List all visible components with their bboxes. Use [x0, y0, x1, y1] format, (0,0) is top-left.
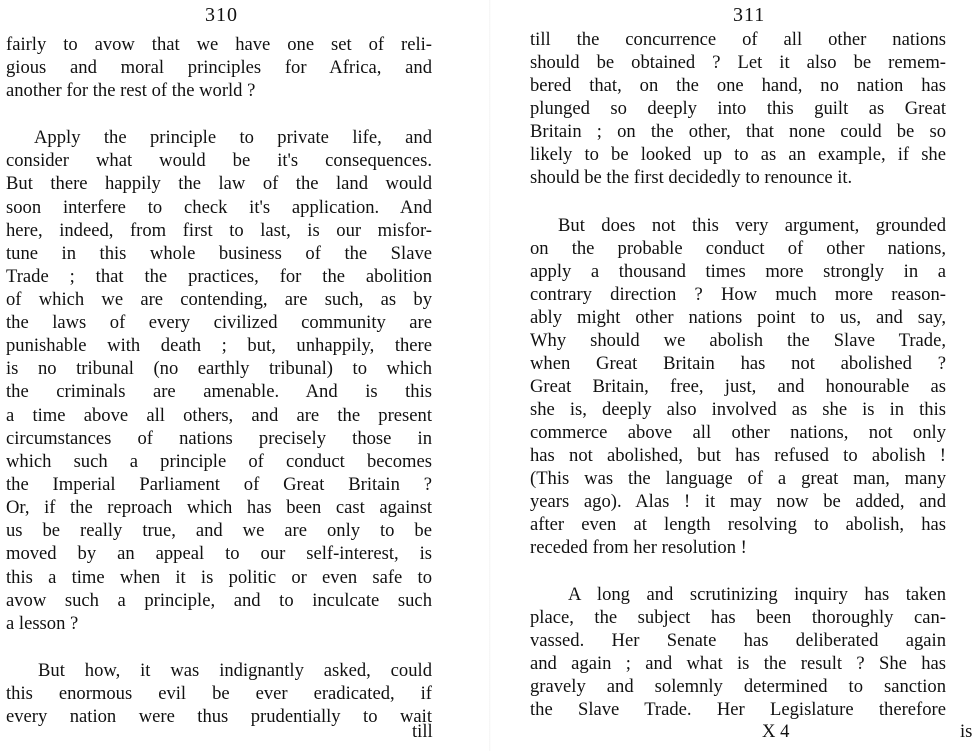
text-line: here, indeed, from first to last, is our misfor- [6, 220, 432, 241]
text-line: the Slave Trade. Her Legislature therefore [530, 699, 946, 720]
text-line: this a time when it is politic or even safe to [6, 567, 432, 588]
text-line: commerce above all other nations, not only [530, 422, 946, 443]
catchword-left: till [412, 721, 433, 742]
page-number-right: 311 [733, 4, 766, 26]
text-line: when Great Britain has not abolished ? [530, 353, 946, 374]
text-line: she is, deeply also involved as she is in this [530, 399, 946, 420]
text-line: Great Britain, free, just, and honourable as [530, 376, 946, 397]
text-line: is no tribunal (no earthly tribunal) to which [6, 358, 432, 379]
text-line: likely to be looked up to as an example, if she [530, 144, 946, 165]
text-line: tune in this whole business of the Slave [6, 243, 432, 264]
text-line: gravely and solemnly determined to sanction [530, 676, 946, 697]
text-line: Or, if the reproach which has been cast against [6, 497, 432, 518]
text-line: place, the subject has been thoroughly can- [530, 607, 946, 628]
text-line: this enormous evil be ever eradicated, if [6, 683, 432, 704]
text-line: another for the rest of the world ? [6, 80, 256, 101]
text-line: vassed. Her Senate has deliberated again [530, 630, 946, 651]
text-line: (This was the language of a great man, many [530, 468, 946, 489]
text-line: years ago). Alas ! it may now be added, and [530, 491, 946, 512]
text-line: a time above all others, and are the present [6, 405, 432, 426]
text-line: bered that, on the one hand, no nation has [530, 75, 946, 96]
text-line: soon interfere to check it's application. And [6, 197, 432, 218]
right-page [490, 0, 980, 751]
text-line: should be obtained ? Let it also be remem- [530, 52, 946, 73]
text-line: and again ; and what is the result ? She has [530, 653, 946, 674]
text-line: which such a principle of conduct becomes [6, 451, 432, 472]
text-line: moved by an appeal to our self-interest, is [6, 543, 432, 564]
text-line: Why should we abolish the Slave Trade, [530, 330, 946, 351]
text-line: punishable with death ; but, unhappily, there [6, 335, 432, 356]
paragraph-first-line: A long and scrutinizing inquiry has taken [568, 584, 946, 605]
text-line: till the concurrence of all other nations [530, 29, 946, 50]
text-line: the criminals are amenable. And is this [6, 381, 432, 402]
text-line: ably might other nations point to us, and say, [530, 307, 946, 328]
page-number-left: 310 [205, 4, 238, 26]
text-line: apply a thousand times more strongly in a [530, 261, 946, 282]
text-line: should be the first decidedly to renounce it. [530, 167, 853, 188]
text-line: after even at length resolving to abolish, has [530, 514, 946, 535]
text-line: plunged so deeply into this guilt as Great [530, 98, 946, 119]
text-line: consider what would be it's consequences. [6, 150, 432, 171]
text-line: contrary direction ? How much more reason- [530, 284, 946, 305]
catchword-right: is [960, 721, 973, 742]
paragraph-first-line: But does not this very argument, grounded [558, 215, 946, 236]
text-line: on the probable conduct of other nations, [530, 238, 946, 259]
text-line: receded from her resolution ! [530, 537, 747, 558]
text-line: avow such a principle, and to inculcate such [6, 590, 432, 611]
text-line: every nation were thus prudentially to wait [6, 706, 432, 727]
signature-mark: X 4 [762, 721, 790, 742]
text-line: But there happily the law of the land would [6, 173, 432, 194]
text-line: a lesson ? [6, 613, 79, 634]
paragraph-first-line: But how, it was indignantly asked, could [38, 660, 432, 681]
text-line: the Imperial Parliament of Great Britain ? [6, 474, 432, 495]
text-line: the laws of every civilized community are [6, 312, 432, 333]
text-line: us be really true, and we are only to be [6, 520, 432, 541]
text-line: Britain ; on the other, that none could be so [530, 121, 946, 142]
text-line: of which we are contending, are such, as by [6, 289, 432, 310]
paragraph-first-line: Apply the principle to private life, and [34, 127, 432, 148]
text-line: circumstances of nations precisely those in [6, 428, 432, 449]
text-line: gious and moral principles for Africa, and [6, 57, 432, 78]
text-line: Trade ; that the practices, for the abolition [6, 266, 432, 287]
text-line: fairly to avow that we have one set of reli- [6, 34, 432, 55]
text-line: has not abolished, but has refused to abolish ! [530, 445, 946, 466]
